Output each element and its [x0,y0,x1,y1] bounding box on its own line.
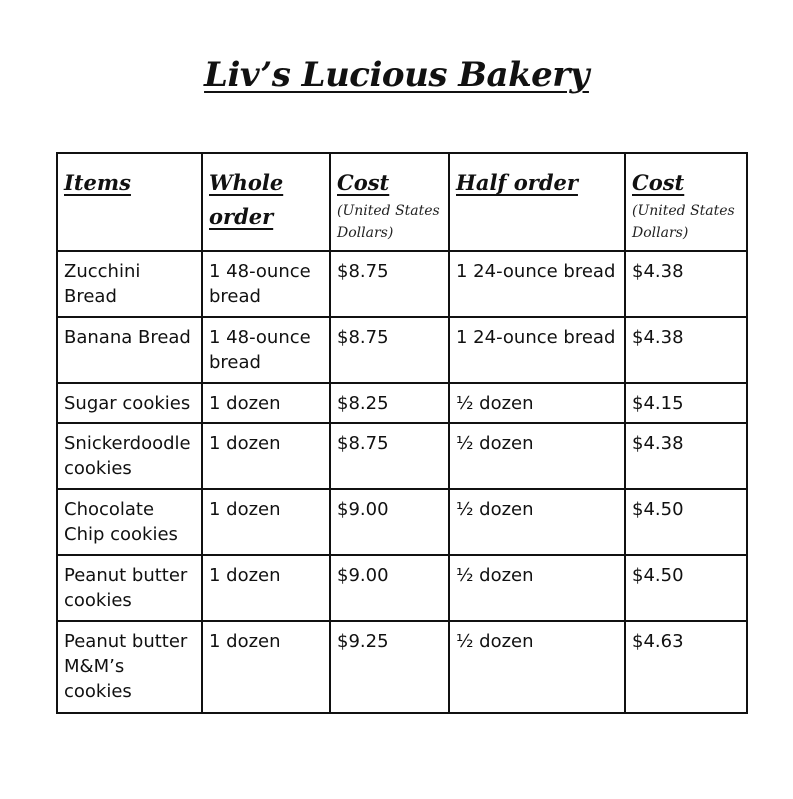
cell-cost-half: $4.50 [625,489,747,555]
cell-half: ½ dozen [449,423,625,489]
table-row [57,383,747,423]
cell-whole: 1 dozen [202,621,330,713]
header-whole-order-label: Whole order [209,170,284,229]
header-half-order-label: Half order [456,170,578,195]
cell-cost-half: $4.38 [625,317,747,383]
cell-cost-half: $4.50 [625,555,747,621]
page-title [0,52,793,98]
cell-item: Snickerdoodle cookies [57,423,202,489]
cell-item: Zucchini Bread [57,251,202,317]
cell-item: Peanut butter M&M’s cookies [57,621,202,713]
table-row [57,423,747,489]
cell-cost-whole: $8.75 [330,423,449,489]
header-half-order [449,153,625,251]
cell-whole: 1 dozen [202,555,330,621]
table-row [57,317,747,383]
header-cost-half-label: Cost [632,170,685,195]
cell-half: ½ dozen [449,489,625,555]
cell-cost-half: $4.63 [625,621,747,713]
header-cost-half [625,153,747,251]
cell-half: ½ dozen [449,383,625,423]
table-row [57,251,747,317]
header-cost-whole [330,153,449,251]
cell-cost-whole: $9.25 [330,621,449,713]
header-cost-whole-label: Cost [337,170,390,195]
header-items [57,153,202,251]
cell-item: Sugar cookies [57,383,202,423]
cell-cost-whole: $9.00 [330,489,449,555]
cell-half: ½ dozen [449,555,625,621]
cell-whole: 1 48-ounce bread [202,251,330,317]
header-items-label: Items [64,170,131,195]
table-row [57,621,747,713]
cell-item: Banana Bread [57,317,202,383]
cell-cost-whole: $8.25 [330,383,449,423]
cell-cost-whole: $8.75 [330,251,449,317]
cell-half: 1 24-ounce bread [449,251,625,317]
cell-cost-half: $4.15 [625,383,747,423]
page-title-text: Liv’s Lucious Bakery [204,55,589,95]
cell-item: Chocolate Chip cookies [57,489,202,555]
cell-whole: 1 dozen [202,489,330,555]
cell-item: Peanut butter cookies [57,555,202,621]
header-cost-whole-sub: (United States Dollars) [337,203,440,241]
cell-cost-whole: $9.00 [330,555,449,621]
header-cost-half-sub: (United States Dollars) [632,203,735,241]
cell-whole: 1 48-ounce bread [202,317,330,383]
table-row [57,489,747,555]
cell-whole: 1 dozen [202,383,330,423]
cell-cost-whole: $8.75 [330,317,449,383]
cell-cost-half: $4.38 [625,251,747,317]
cell-cost-half: $4.38 [625,423,747,489]
cell-half: 1 24-ounce bread [449,317,625,383]
price-table [56,152,748,714]
cell-half: ½ dozen [449,621,625,713]
table-header-row [57,153,747,251]
table-row [57,555,747,621]
header-whole-order [202,153,330,251]
cell-whole: 1 dozen [202,423,330,489]
